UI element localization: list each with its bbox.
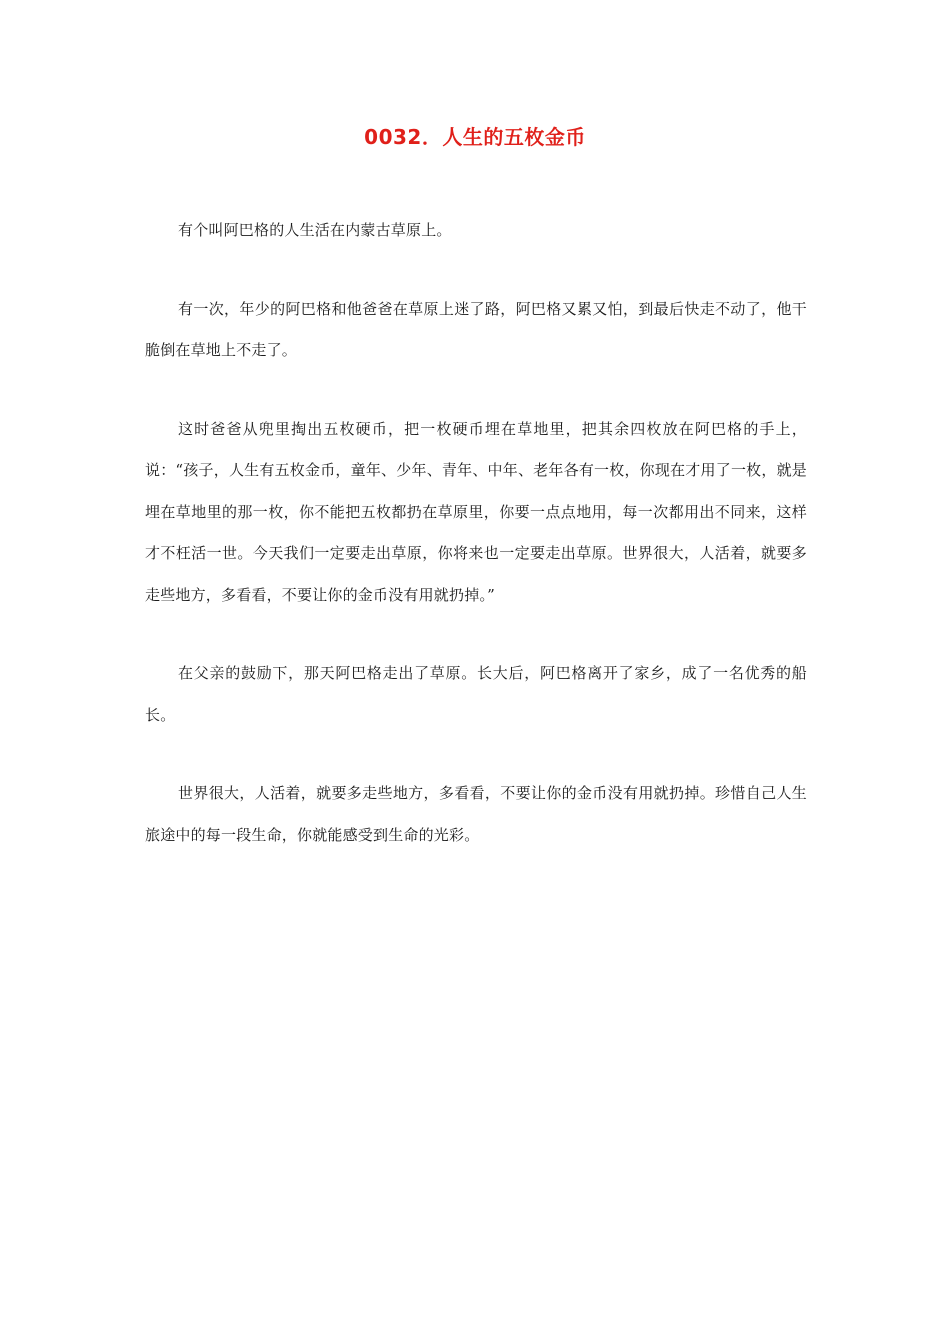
document-title: 0032．人生的五枚金币 — [364, 125, 586, 149]
paragraph-1: 有个叫阿巴格的人生活在内蒙古草原上。 — [178, 221, 452, 239]
paragraph-4: 在父亲的鼓励下，那天阿巴格走出了草原。长大后，阿巴格离开了家乡，成了一名优秀的船长。 — [145, 664, 807, 724]
document-body — [145, 210, 807, 893]
paragraph-5: 世界很大，人活着，就要多走些地方，多看看，不要让你的金币没有用就扔掉。珍惜自己人生旅途中的每一段生命，你就能感受到生命的光彩。 — [145, 784, 807, 844]
paragraph-3: 这时爸爸从兜里掏出五枚硬币，把一枚硬币埋在草地里，把其余四枚放在阿巴格的手上，说：“孩子，人生有五枚金币，童年、少年、青年、中年、老年各有一枚，你现在才用了一枚，就是埋在草地里的那一枚，你不能把五枚都扔在草原里，你要一点点地用，每一次都用出不同来，这样才不枉活一世。今天我们一定要走出草原，你将来也一定要走出草原。世界很大，人活着，就要多走些地方，多看看，不要让你的金币没有用就扔掉。” — [145, 419, 807, 604]
paragraph-2: 有一次，年少的阿巴格和他爸爸在草原上迷了路，阿巴格又累又怕，到最后快走不动了，他干脆倒在草地上不走了。 — [145, 299, 807, 359]
